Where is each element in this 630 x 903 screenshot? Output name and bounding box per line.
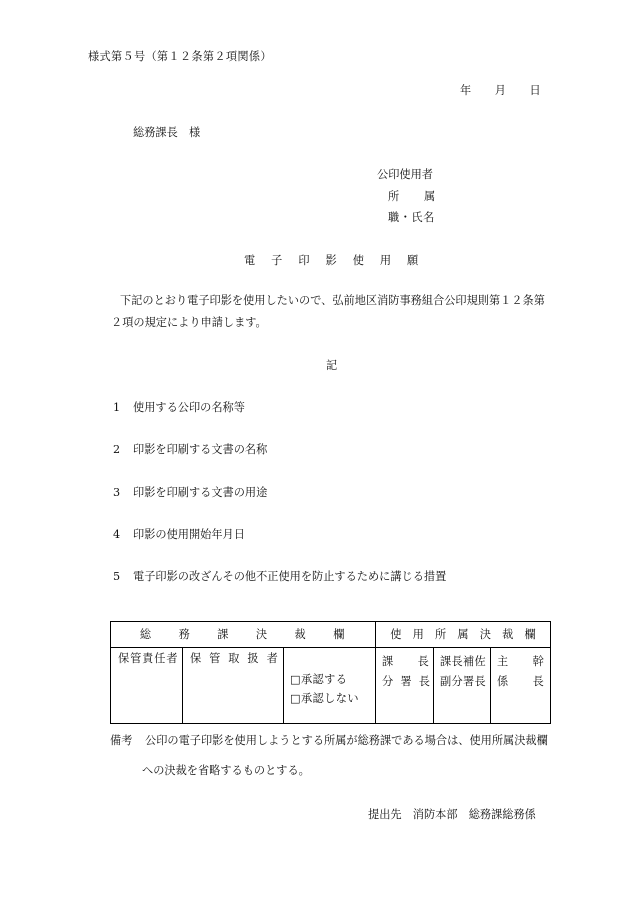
custodian-label: 保管責任者	[118, 652, 179, 665]
ki-heading: 記	[326, 359, 338, 372]
subsection-chief-label: 係 長	[497, 675, 545, 688]
approval-table	[110, 621, 551, 724]
department-label: 所 属	[388, 190, 436, 203]
using-dept-approval-header: 使 用 所 属 決 裁 欄	[376, 622, 551, 648]
approval-header-row	[111, 622, 551, 648]
item-text: 印影を印刷する文書の用途	[133, 486, 268, 499]
handler-cell	[183, 648, 284, 724]
item-number: 2	[113, 443, 121, 456]
item-number: 3	[113, 486, 121, 499]
deputy-branch-chief-label: 副分署長	[440, 675, 486, 688]
form-number: 様式第５号（第１２条第２項関係）	[88, 50, 272, 63]
remarks-text-line: 公印の電子印影を使用しようとする所属が総務課である場合は、使用所属決裁欄	[145, 734, 548, 747]
item-number: 5	[113, 570, 121, 583]
remarks-label: 備考	[110, 734, 133, 747]
date-line: 年 月 日	[460, 84, 542, 97]
document-title: 電 子 印 影 使 用 願	[244, 254, 421, 267]
branch-chief-label: 分 署 長	[382, 675, 432, 688]
reject-option: □承認しない	[290, 692, 359, 705]
remarks-text-line: への決裁を省略するものとする。	[142, 764, 310, 777]
general-affairs-approval-header: 総 務 課 決 裁 欄	[111, 622, 376, 648]
item-text: 電子印影の改ざんその他不正使用を防止するために講じる措置	[133, 570, 447, 583]
section-chief-label: 課 長	[382, 655, 430, 668]
body-text-line: 下記のとおり電子印影を使用したいので、弘前地区消防事務組合公印規則第１２条第	[120, 294, 545, 307]
chief-cell	[491, 648, 551, 724]
section-chief-cell	[376, 648, 434, 724]
body-text-line: ２項の規定により申請します。	[111, 316, 267, 329]
submission-destination: 提出先 消防本部 総務課総務係	[368, 808, 536, 821]
custodian-cell	[111, 648, 183, 724]
item-text: 使用する公印の名称等	[133, 401, 245, 414]
decision-cell	[284, 648, 376, 724]
deputy-section-chief-label: 課長補佐	[440, 655, 486, 668]
item-number: 1	[113, 401, 121, 414]
item-number: 4	[113, 528, 121, 541]
approval-body-row	[111, 648, 551, 724]
addressee: 総務課長 様	[133, 126, 201, 139]
handler-label: 保 管 取 扱 者	[190, 652, 280, 665]
applicant-heading: 公印使用者	[377, 168, 433, 181]
chief-secretary-label: 主 幹	[497, 655, 545, 668]
item-text: 印影を印刷する文書の名称	[133, 443, 268, 456]
item-text: 印影の使用開始年月日	[133, 528, 245, 541]
deputy-cell	[434, 648, 491, 724]
name-label: 職・氏名	[388, 211, 435, 224]
approve-option: □承認する	[290, 673, 348, 686]
